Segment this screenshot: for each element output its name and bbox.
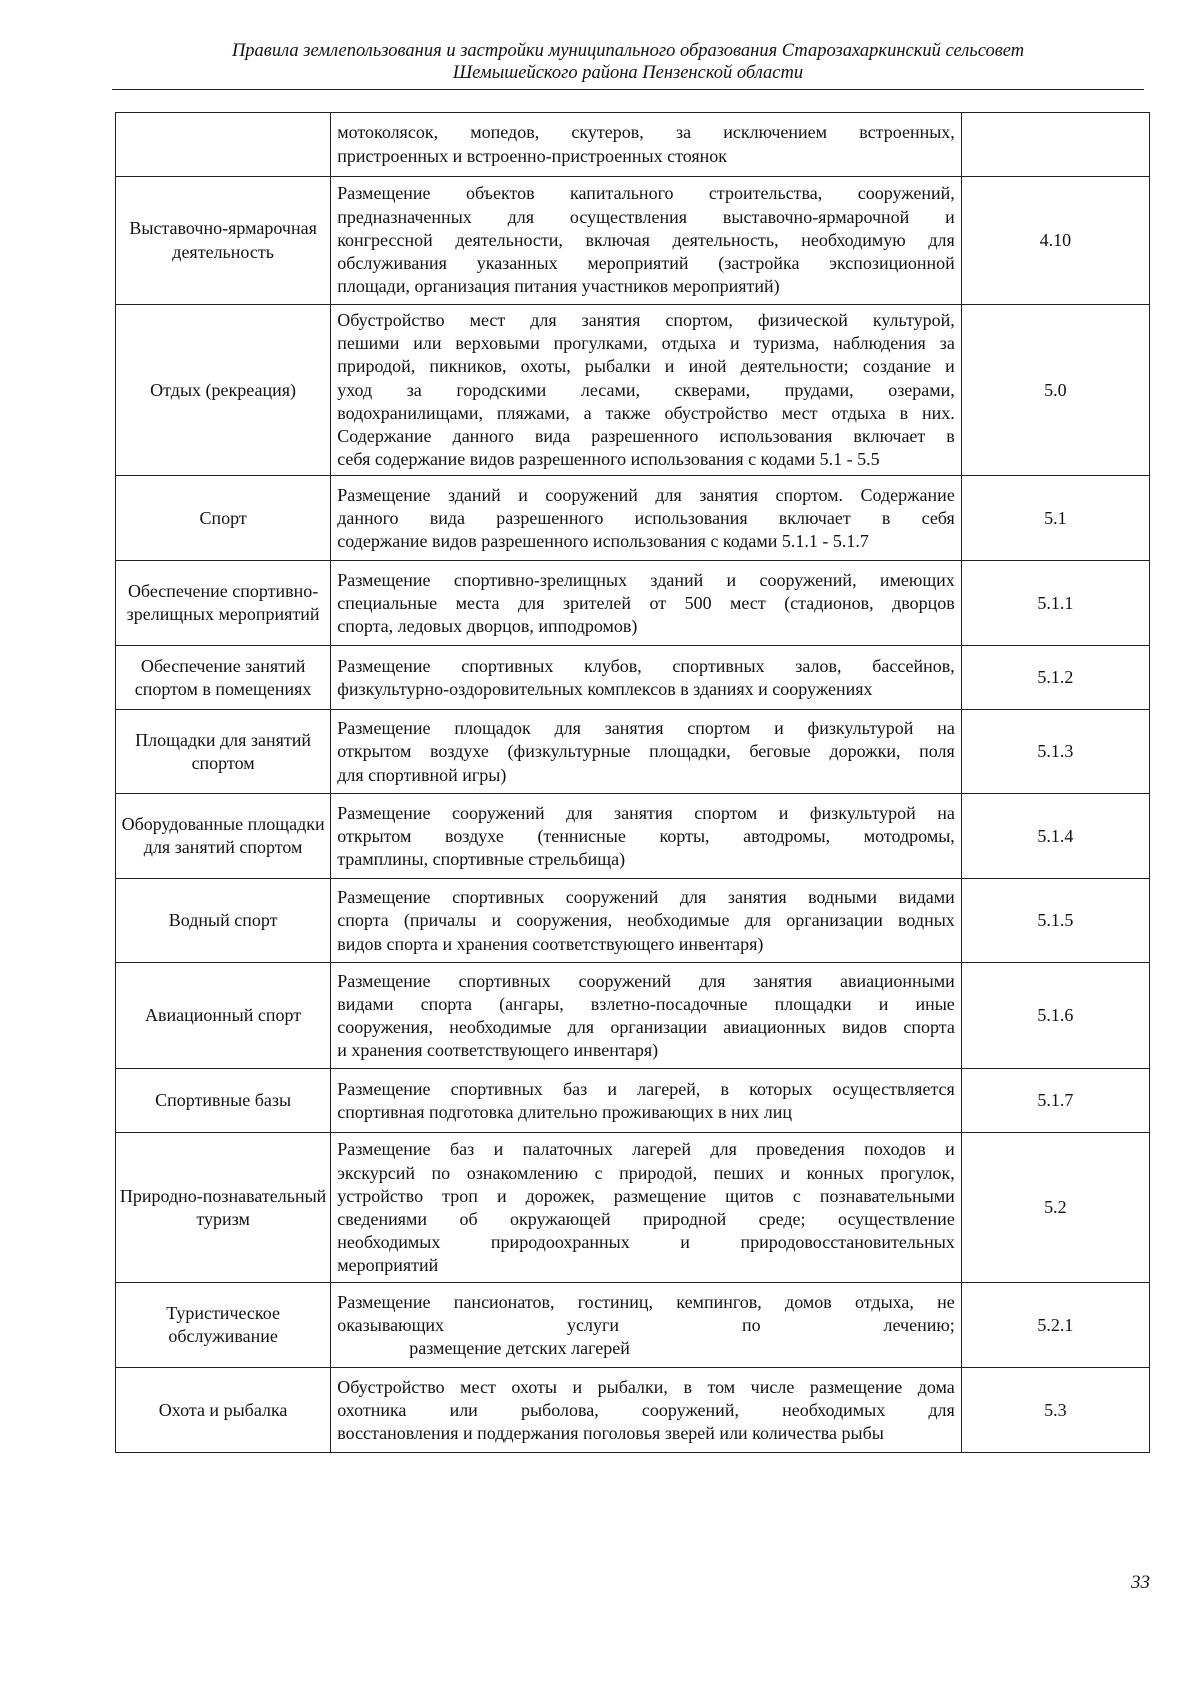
use-type-description [331,794,962,879]
use-type-code: 5.0 [961,305,1149,476]
description-line: конгрессной деятельности, включая деятельность, необходимую для [337,229,955,250]
use-type-name: Водный спорт [116,879,331,963]
use-type-name: Оборудованные площадки для занятий спортом [116,794,331,879]
description-line: себя содержание видов разрешенного использования с кодами 5.1 - 5.5 [337,449,880,470]
use-type-name: Спортивные базы [116,1069,331,1133]
description-line: Размещение зданий и сооружений для занятия спортом. Содержание [337,484,955,505]
use-type-name: Авиационный спорт [116,963,331,1069]
use-type-description [331,305,962,476]
description-line: мотоколясок, мопедов, скутеров, за исключением встроенных, [337,122,955,143]
description-line: физкультурно-оздоровительных комплексов в зданиях и сооружениях [337,678,873,699]
use-type-name: Спорт [116,476,331,561]
description-line: данного вида разрешенного использования включает в себя [337,507,955,528]
description-line: площади, организация питания участников мероприятий) [337,276,780,297]
use-type-name: Туристическое обслуживание [116,1283,331,1368]
description-line: Размещение объектов капитального строительства, сооружений, [337,183,955,204]
description-line: спорта (причалы и сооружения, необходимые для организации водных [337,910,955,931]
description-line: пешими или верховыми прогулками, отдыха и туризма, наблюдения за [337,333,955,354]
description-line: сведениями об окружающей природной среде; осуществление [337,1208,955,1229]
use-type-description [331,561,962,646]
use-type-code: 5.2.1 [961,1283,1149,1368]
use-type-description [331,646,962,710]
use-type-description [331,1133,962,1283]
use-type-description [331,1368,962,1453]
table-row [116,879,1150,963]
description-line: водохранилищами, пляжами, а также обустройство мест отдыха в них. [337,402,955,423]
description-line: открытом воздухе (физкультурные площадки, беговые дорожки, поля [337,741,955,762]
description-line: спорта, ледовых дворцов, ипподромов) [337,616,638,637]
use-type-code: 5.1.7 [961,1069,1149,1133]
use-type-code: 5.2 [961,1133,1149,1283]
land-use-table [115,112,1150,1453]
description-line: оказывающих услуги по лечению; [337,1314,955,1335]
description-line: обслуживания указанных мероприятий (застройка экспозиционной [337,253,955,274]
description-line: сооружения, необходимые для организации авиационных видов спорта [337,1016,955,1037]
description-line: устройство троп и дорожек, размещение щитов с познавательными [337,1185,955,1206]
description-line: пристроенных и встроенно-пристроенных стоянок [337,145,728,166]
use-type-code: 5.1.6 [961,963,1149,1069]
use-type-description [331,1069,962,1133]
use-type-name [116,113,331,177]
table-row [116,963,1150,1069]
use-type-description [331,710,962,794]
description-line: Размещение спортивных сооружений для занятия водными видами [337,887,955,908]
table-row [116,1133,1150,1283]
description-line: Размещение пансионатов, гостиниц, кемпингов, домов отдыха, не [337,1291,955,1312]
table-row [116,305,1150,476]
description-line: Размещение площадок для занятия спортом и физкультурой на [337,718,955,739]
use-type-description [331,476,962,561]
description-line: Размещение спортивных клубов, спортивных залов, бассейнов, [337,655,955,676]
use-type-name: Природно-познавательный туризм [116,1133,331,1283]
description-line: восстановления и поддержания поголовья зверей или количества рыбы [337,1423,884,1444]
use-type-code: 5.1 [961,476,1149,561]
use-type-code: 5.1.5 [961,879,1149,963]
use-type-name: Отдых (рекреация) [116,305,331,476]
description-line: Размещение спортивных баз и лагерей, в которых осуществляется [337,1078,955,1099]
use-type-code: 5.1.4 [961,794,1149,879]
description-line: спортивная подготовка длительно проживающих в них лиц [337,1101,792,1122]
table-row [116,794,1150,879]
use-type-code: 5.1.2 [961,646,1149,710]
table-row [116,177,1150,305]
description-line: и хранения соответствующего инвентаря) [337,1040,659,1061]
use-type-code: 5.3 [961,1368,1149,1453]
description-line: уход за городскими лесами, скверами, прудами, озерами, [337,379,955,400]
description-line: видами спорта (ангары, взлетно-посадочные площадки и иные [337,993,955,1014]
use-type-code: 5.1.3 [961,710,1149,794]
description-line: Содержание данного вида разрешенного использования включает в [337,426,955,447]
table-row [116,1368,1150,1453]
table-row [116,1283,1150,1368]
description-line: содержание видов разрешенного использования с кодами 5.1.1 - 5.1.7 [337,531,869,552]
description-line: необходимых природоохранных и природовосстановительных [337,1232,955,1253]
description-line: мероприятий [337,1255,439,1276]
use-type-name: Обеспечение занятий спортом в помещениях [116,646,331,710]
use-type-name: Выставочно-ярмарочная деятельность [116,177,331,305]
use-type-description [331,177,962,305]
description-line: охотника или рыболова, сооружений, необходимых для [337,1399,955,1420]
use-type-code: 4.10 [961,177,1149,305]
description-line: экскурсий по ознакомлению с природой, пеших и конных прогулок, [337,1162,955,1183]
use-type-description [331,113,962,177]
header-line-1: Правила землепользования и застройки муниципального образования Старозахаркинский сельсовет [231,41,1025,61]
description-line: Обустройство мест для занятия спортом, физической культурой, [337,310,955,330]
description-line: Размещение баз и палаточных лагерей для проведения походов и [337,1139,955,1160]
use-type-code: 5.1.1 [961,561,1149,646]
description-line: открытом воздухе (теннисные корты, автодромы, мотодромы, [337,825,955,846]
table-row [116,710,1150,794]
header-line-2: Шемышейского района Пензенской области [452,63,804,83]
description-line: Размещение спортивно-зрелищных зданий и сооружений, имеющих [337,569,955,590]
description-line: специальные места для зрителей от 500 мест (стадионов, дворцов [337,592,955,613]
document-header [112,40,1144,84]
description-line: размещение детских лагерей [409,1338,630,1359]
description-line: Обустройство мест охоты и рыбалки, в том числе размещение дома [337,1376,955,1397]
use-type-description [331,1283,962,1368]
description-line: Размещение сооружений для занятия спортом и физкультурой на [337,802,955,823]
header-rule [112,89,1144,90]
use-type-name: Охота и рыбалка [116,1368,331,1453]
description-line: предназначенных для осуществления выставочно-ярмарочной и [337,206,955,227]
description-line: природой, пикников, охоты, рыбалки и иной деятельности; создание и [337,356,955,377]
use-type-code [961,113,1149,177]
table-row [116,561,1150,646]
use-type-description [331,963,962,1069]
page-number: 33 [1131,1572,1150,1593]
use-type-description [331,879,962,963]
table-row [116,646,1150,710]
description-line: трамплины, спортивные стрельбища) [337,849,626,870]
use-type-name: Обеспечение спортивно-зрелищных мероприятий [116,561,331,646]
table-row [116,476,1150,561]
description-line: для спортивной игры) [337,764,507,785]
table-row [116,1069,1150,1133]
description-line: Размещение спортивных сооружений для занятия авиационными [337,970,955,991]
use-type-name: Площадки для занятий спортом [116,710,331,794]
description-line: видов спорта и хранения соответствующего инвентаря) [337,933,764,954]
table-body [116,113,1150,1453]
table-row [116,113,1150,177]
